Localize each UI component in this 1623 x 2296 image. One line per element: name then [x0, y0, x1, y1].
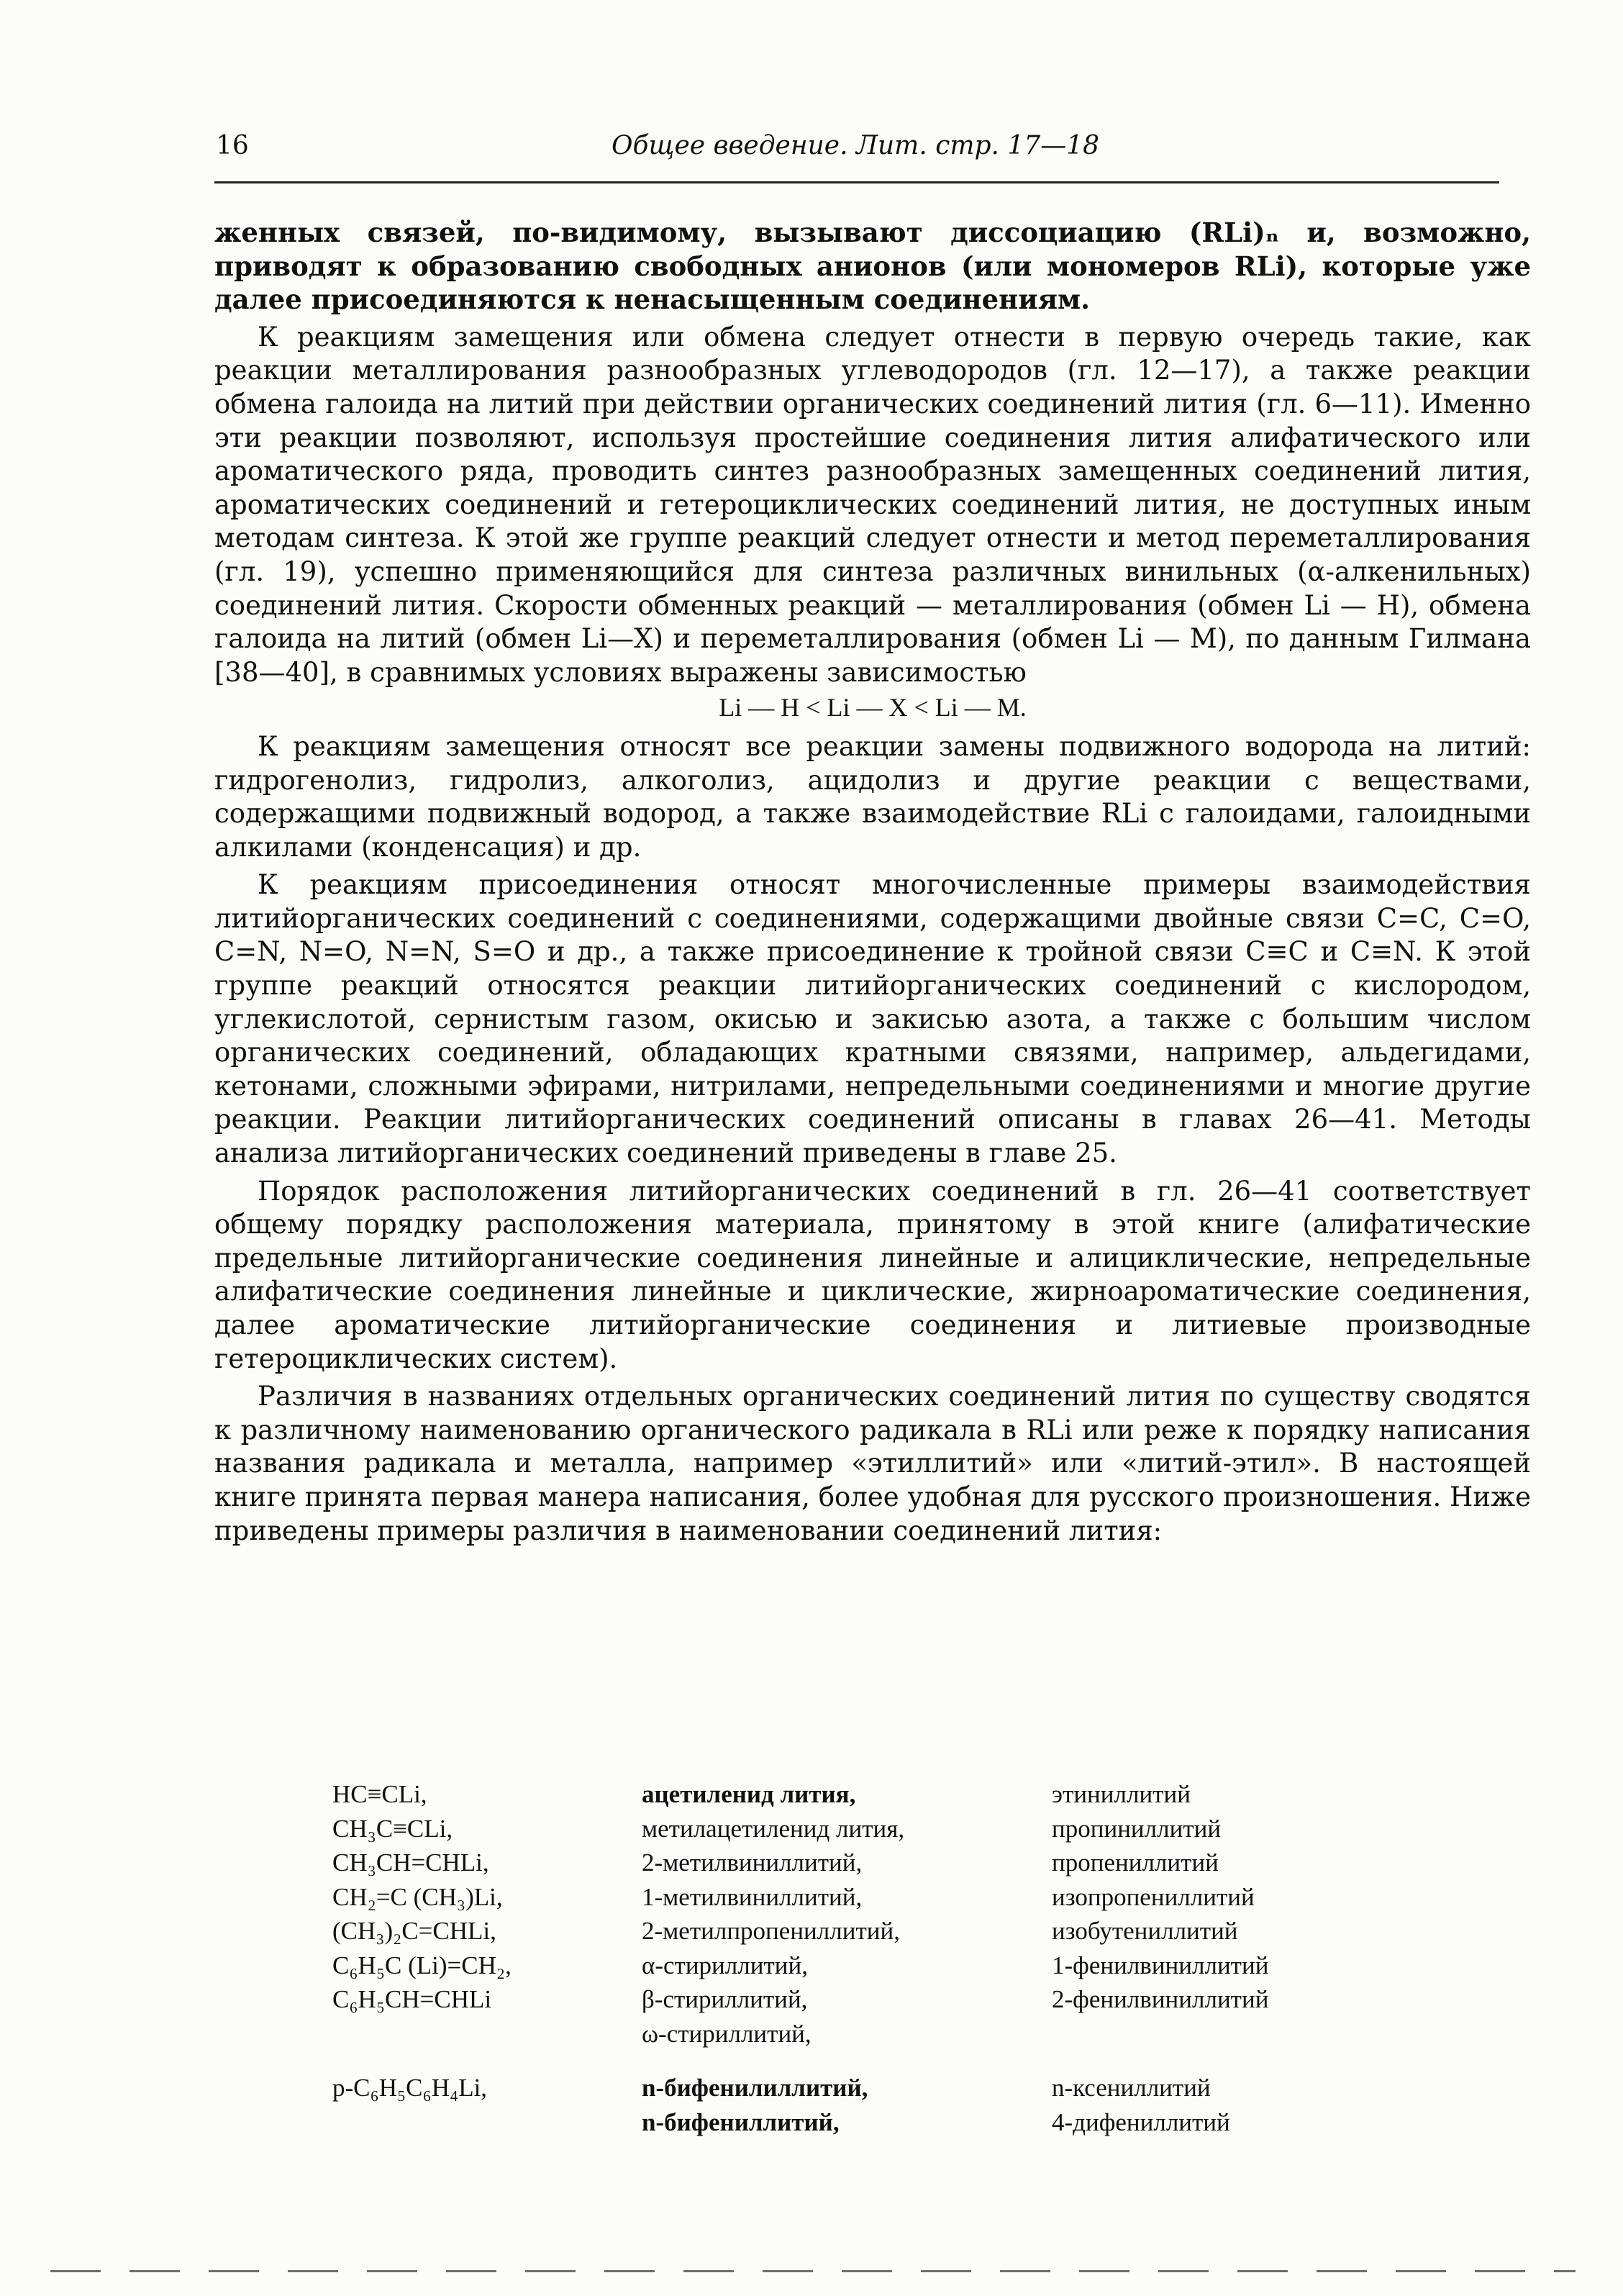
name-cell: 2-метилпропениллитий, — [642, 1917, 900, 1945]
paragraph-naming: Различия в названиях отдельных органических соединений лития по существу сводятся к различному наименованию органического радикала в RLi или реже к порядку написания названия радикала и металла, например «этиллитий» или «литий-этил». В настоящей книге принята первая манера написания, более удобная для русского произношения. Ниже приведены примеры различия в наименовании соединений лития: — [214, 1381, 1531, 1546]
running-title: Общее введение. Лит. стр. 17—18 — [611, 131, 1100, 160]
alt-name-cell: 1-фенилвиниллитий — [1052, 1951, 1269, 1979]
header-rule — [214, 181, 1499, 183]
paragraph-substitution: К реакциям замещения относят все реакции замены подвижного водорода на литий: гидрогенолиз, гидролиз, алкоголиз, ацидолиз и другие реакции с веществами, содержащими подвижный водород, а также взаимодействие RLi с галоидами, галоидными алкилами (конденсация) и др. — [214, 730, 1531, 863]
alt-name-cell: 4-дифениллитий — [1052, 2107, 1230, 2136]
alt-name-cell: n-ксениллитий — [1052, 2074, 1211, 2102]
table-row — [332, 1982, 1368, 2017]
name-cell: 2-метилвиниллитий, — [642, 1848, 863, 1877]
name-cell: n-бифенилиллитий, — [642, 2074, 868, 2102]
formula-cell: CH₂=C (CH₃)Li, — [332, 1882, 503, 1911]
formula-cell — [332, 2105, 642, 2140]
formula-cell: CH₃CH=CHLi, — [332, 1848, 489, 1877]
alt-name-cell: пропиниллитий — [1052, 1814, 1222, 1843]
formula-cell — [332, 2017, 642, 2051]
table-row — [332, 1880, 1368, 1915]
alt-name-cell: изопропениллитий — [1052, 1882, 1255, 1911]
name-cell: α-стириллитий, — [642, 1951, 808, 1979]
table-row — [332, 2017, 1368, 2051]
paragraph-order: Порядок расположения литийорганических соединений в гл. 26—41 соответствует общему порядку расположения материала, принятому в этой книге (алифатические предельные литийорганические соединения линейные и алициклические, непредельные алифатические соединения линейные и циклические, жирноароматические соединения, далее ароматические литийорганические соединения и литиевые производные гетероциклических систем). — [214, 1175, 1531, 1374]
scan-edge-artifact — [50, 2270, 1576, 2272]
paragraph-exchange-reactions: К реакциям замещения или обмена следует отнести в первую очередь такие, как реакции металлирования разнообразных углеводородов (гл. 12—17), а также реакции обмена галоида на литий при действии органических соединений лития (гл. 6—11). Именно эти реакции позволяют, используя простейшие соединения лития алифатического или ароматического ряда, проводить синтез разнообразных замещенных соединений лития, ароматических соединений и гетероциклических соединений лития, не доступных иным методам синтеза. К этой же группе реакций следует отнести и метод переметаллирования (гл. 19), успешно применяющийся для синтеза различных винильных (α-алкенильных) соединений лития. Скорости обменных реакций — металлирования (обмен Li — H), обмена галоида на литий (обмен Li—X) и переметаллирования (обмен Li — M), по данным Гилмана [38—40], в сравнимых условиях выражены зависимостью — [214, 321, 1531, 688]
paragraph-continuation: женных связей, по-видимому, вызывают диссоциацию (RLi)ₙ и, возможно, приводят к образованию свободных анионов (или мономеров RLi), которые уже далее присоединяются к ненасыщенным соединениям. — [214, 217, 1531, 316]
page-number: 16 — [216, 131, 249, 160]
table-row — [332, 2105, 1368, 2140]
table-row — [332, 2071, 1368, 2105]
name-cell: β-стириллитий, — [642, 1985, 808, 2013]
name-cell: метилацетиленид лития, — [642, 1814, 905, 1843]
table-row — [332, 1777, 1368, 1812]
alt-name-cell: изобутениллитий — [1052, 1917, 1238, 1945]
table-row — [332, 1914, 1368, 1948]
name-cell: 1-метилвиниллитий, — [642, 1882, 863, 1911]
table-row — [332, 1846, 1368, 1880]
formula-cell: CH₃C≡CLi, — [332, 1814, 453, 1843]
name-cell: ω-стириллитий, — [642, 2019, 812, 2048]
formula-cell: HC≡CLi, — [332, 1780, 427, 1808]
table-row — [332, 1948, 1368, 1983]
main-text — [214, 216, 1531, 1548]
formula-cell: C₆H₅C (Li)=CH₂, — [332, 1951, 512, 1979]
page-header — [214, 131, 1496, 181]
naming-table — [332, 1777, 1368, 2139]
alt-name-cell — [1052, 2017, 1368, 2051]
formula-cell: C₆H₅CH=CHLi — [332, 1985, 492, 2013]
alt-name-cell: 2-фенилвиниллитий — [1052, 1985, 1269, 2013]
formula-cell: (CH₃)₂C=CHLi, — [332, 1917, 496, 1945]
formula-cell: p-C₆H₅C₆H₄Li, — [332, 2074, 488, 2102]
name-cell: ацетиленид лития, — [642, 1780, 856, 1808]
alt-name-cell: пропениллитий — [1052, 1848, 1219, 1877]
name-cell: n-бифениллитий, — [642, 2107, 840, 2136]
alt-name-cell: этиниллитий — [1052, 1780, 1191, 1808]
rate-formula: Li — H < Li — X < Li — M. — [719, 693, 1027, 722]
table-row — [332, 1812, 1368, 1846]
paragraph-addition: К реакциям присоединения относят многочисленные примеры взаимодействия литийорганических соединений с соединениями, содержащими двойные связи C=C, C=O, C=N, N=O, N=N, S=O и др., а также присоединение к тройной связи C≡C и C≡N. К этой группе реакций относятся реакции литийорганических соединений с кислородом, углекислотой, сернистым газом, окисью и закисью азота, а также с большим числом органических соединений, обладающих кратными связями, например, альдегидами, кетонами, сложными эфирами, нитрилами, непредельными соединениями и многие другие реакции. Реакции литийорганических соединений описаны в главах 26—41. Методы анализа литийорганических соединений приведены в главе 25. — [214, 869, 1531, 1169]
